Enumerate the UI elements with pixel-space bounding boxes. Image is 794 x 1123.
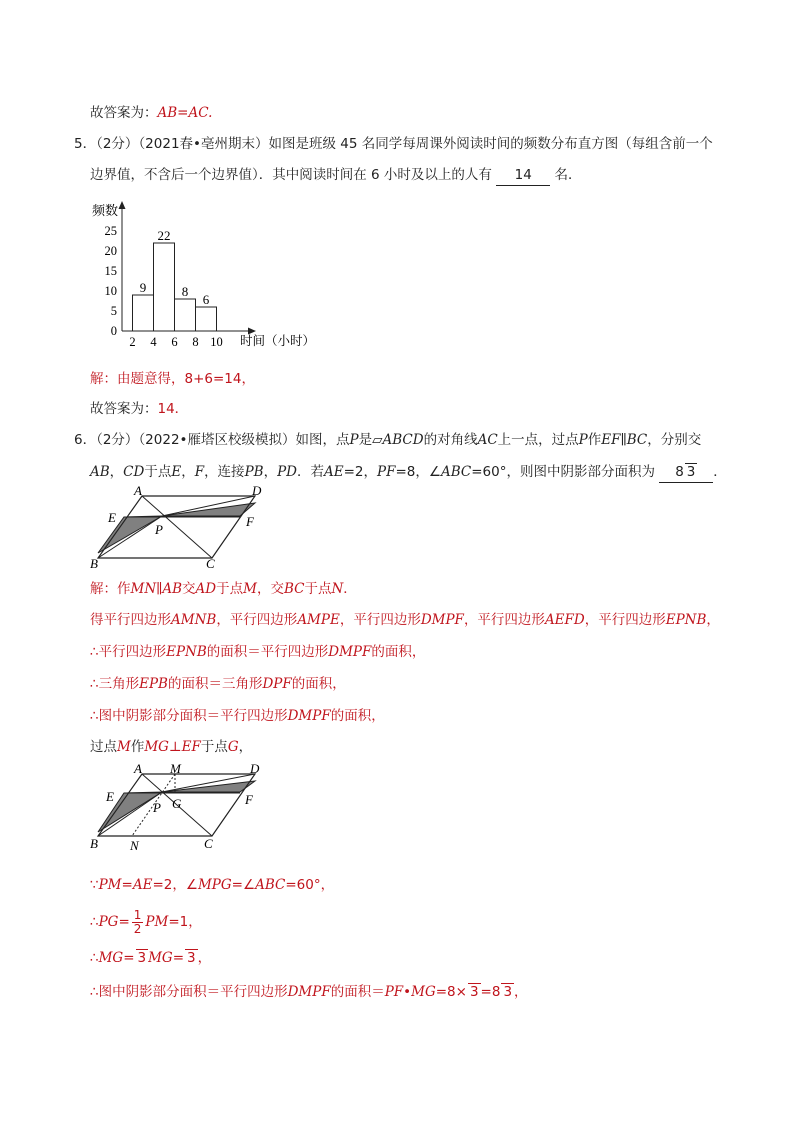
sol-text: ∴图中阴影部分面积＝平行四边形 [90, 708, 288, 724]
histogram-bar [175, 299, 196, 331]
x-axis-label: 时间（小时） [240, 334, 316, 348]
q4-answer-expr: AB=AC. [157, 105, 213, 121]
histogram-chart [90, 195, 330, 355]
label-f: F [246, 514, 254, 529]
sol-var: AE [132, 877, 153, 893]
y-tick-label: 15 [104, 264, 117, 278]
q5-solution-label: 解：由题意得， [90, 371, 185, 387]
sol-var: DMPF [287, 708, 331, 724]
sqrt-radicand: 3 [469, 984, 479, 1000]
sol-var: M [117, 739, 131, 755]
sol-var: AMPE [297, 612, 340, 628]
sol-var: DPF [262, 676, 292, 692]
q6-sol-line2 [90, 610, 720, 630]
sol-var: M [243, 581, 257, 597]
q5-answer-blank: 14 [496, 165, 550, 186]
q6-text: ． [713, 464, 727, 480]
q5-number: 5． [74, 136, 97, 152]
parallelogram-figure-1 [90, 486, 280, 572]
sol-var: MG [98, 950, 124, 966]
sol-var: ABC [255, 877, 286, 893]
q6-text: =60°，则图中阴影部分面积为 [471, 464, 655, 480]
sol-text: ，平行四边形 [463, 612, 545, 628]
y-tick-label: 20 [104, 244, 117, 258]
label-m: M [170, 762, 181, 776]
y-axis-arrow [119, 201, 126, 209]
q6-answer-blank [659, 462, 713, 483]
label-c: C [206, 556, 215, 571]
sol-text: 于点 [200, 739, 228, 755]
sol-text: ∴ [90, 950, 99, 966]
sol-text: 过点 [90, 739, 117, 755]
sol-text: ∴三角形 [90, 676, 140, 692]
sol-text: 的面积， [330, 708, 385, 724]
q6-var: ABCD [382, 432, 424, 448]
histogram-bar [154, 243, 175, 331]
y-tick-label: 25 [104, 224, 117, 238]
sol-text: =8 [480, 984, 501, 1000]
sol-var: DMPF [328, 644, 372, 660]
q6-score: （2分） [96, 432, 139, 448]
label-a: A [134, 762, 142, 776]
q4-answer-label: 故答案为： [90, 105, 158, 121]
sol-text: =∠ [231, 877, 256, 893]
label-b: B [90, 836, 98, 851]
q6-var: AE [324, 464, 344, 480]
sol-var: BC [283, 581, 305, 597]
sol-var: AD [195, 581, 217, 597]
label-d: D [250, 762, 260, 776]
histogram-bar [133, 295, 154, 331]
sol-text: =60°， [285, 877, 335, 893]
q5-source: （2021春•亳州期末） [138, 136, 269, 152]
q6-text: =8，∠ [395, 464, 441, 480]
sqrt-radicand: 3 [503, 984, 513, 1000]
sol-text: ，平行四边形 [584, 612, 666, 628]
label-b: B [90, 556, 98, 571]
q6-var: PB [244, 464, 264, 480]
sol-var: PM [145, 914, 169, 930]
sol-text: = [121, 877, 133, 893]
sol-var: DMPF [420, 612, 464, 628]
q6-var: PD [277, 464, 297, 480]
y-tick-label: 5 [110, 304, 117, 318]
sol-text: ∵ [90, 877, 99, 893]
q6-text: 上一点，过点 [497, 432, 579, 448]
x-tick-label: 4 [150, 335, 157, 349]
q6-var: F [194, 464, 205, 480]
sol-var: N [331, 581, 344, 597]
q6-text: ，分别交 [647, 432, 702, 448]
sol-var: PF [384, 984, 404, 1000]
sol-text: 的面积＝平行四边形 [206, 644, 329, 660]
sol-text: 于点 [304, 581, 332, 597]
q6-sol-line7 [90, 875, 334, 895]
sol-text: =8× [435, 984, 467, 1000]
sol-text: 的面积， [291, 676, 346, 692]
sol-text: ∴图中阴影部分面积＝平行四边形 [90, 984, 288, 1000]
sqrt-radicand: 3 [137, 950, 147, 966]
label-p: P [155, 522, 163, 537]
q5-score: （2分） [96, 136, 139, 152]
sol-text: 的面积＝三角形 [167, 676, 263, 692]
histogram-bar [196, 307, 217, 331]
bar-value-label: 22 [157, 228, 171, 243]
q5-solution-expr: 8+6=14， [184, 371, 255, 387]
label-p: P [153, 800, 161, 815]
sol-var: EPB [139, 676, 168, 692]
sol-text: = [118, 914, 130, 930]
sol-text: 的面积＝ [330, 984, 385, 1000]
x-tick-label: 6 [171, 335, 178, 349]
q6-text: ，连接 [204, 464, 245, 480]
sol-text: ． [343, 581, 357, 597]
q6-answer-coef: 8 [675, 464, 684, 480]
q6-answer-radicand: 3 [686, 464, 696, 480]
q6-text: 作 [587, 432, 602, 448]
q6-var: CD [123, 464, 145, 480]
sol-text: • [403, 984, 412, 1000]
sol-var: MG [148, 950, 173, 966]
label-d: D [252, 486, 262, 498]
sol-text: 的面积， [371, 644, 426, 660]
sol-text: 得平行四边形 [90, 612, 171, 628]
y-tick-label: 10 [104, 284, 117, 298]
q6-var: PF [377, 464, 396, 480]
q6-text: =2， [343, 464, 378, 480]
q6-sol-line10 [90, 982, 528, 1002]
sol-text: ， [238, 739, 253, 755]
sol-var: MN∥AB [130, 581, 183, 597]
x-tick-label: 2 [129, 335, 136, 349]
q6-text: 是▱ [358, 432, 383, 448]
sol-text: ，交 [256, 581, 284, 597]
label-f: F [245, 792, 253, 807]
sqrt-radicand: 3 [187, 950, 196, 966]
q6-var: E [171, 464, 182, 480]
q5-stem-1: 如图是班级 45 名同学每周课外阅读时间的频数分布直方图（每组含前一个 [268, 136, 713, 152]
sol-text: ， [706, 612, 720, 628]
q6-sol-line4 [90, 674, 346, 694]
q6-source: （2022•雁塔区校级模拟） [138, 432, 296, 448]
y-axis-label: 频数 [92, 203, 119, 218]
sol-var: G [227, 739, 239, 755]
q6-sol-line6 [90, 737, 252, 757]
sol-text: ，平行四边形 [339, 612, 421, 628]
sol-text: ， [514, 984, 528, 1000]
q6-stem-line2 [90, 462, 727, 483]
q6-text: ．若 [297, 464, 324, 480]
sol-text: ，平行四边形 [216, 612, 298, 628]
q6-sol-line9 [90, 948, 211, 968]
label-e: E [106, 789, 114, 804]
sol-var: EPNB [665, 612, 707, 628]
q6-var: P [578, 432, 588, 448]
q6-text: 的对角线 [423, 432, 478, 448]
sol-var: AMNB [171, 612, 217, 628]
q6-sol-line1 [90, 579, 357, 599]
q6-var: AB [90, 464, 110, 480]
sol-var: PM [98, 877, 122, 893]
q5-stem-2b: 名． [554, 167, 582, 183]
x-tick-label: 10 [210, 335, 223, 349]
sol-text: =1， [168, 914, 202, 930]
sol-var: EPNB [166, 644, 207, 660]
label-a: A [134, 486, 142, 498]
shaded-triangle-dpf [162, 503, 255, 516]
sol-var: MG⊥EF [144, 739, 201, 755]
y-tick-label: 0 [110, 324, 117, 338]
q6-text: 于点 [144, 464, 172, 480]
q5-final-line [90, 399, 188, 419]
label-n: N [130, 838, 139, 853]
sol-text: = [172, 950, 185, 966]
q6-text: ， [181, 464, 195, 480]
q5-final-label: 故答案为： [90, 401, 158, 417]
sol-text: ， [197, 950, 212, 966]
sol-var: AEFD [544, 612, 585, 628]
q5-stem-line1 [74, 134, 713, 154]
q4-answer-line [90, 103, 212, 123]
q6-var: AC [477, 432, 498, 448]
label-e: E [108, 510, 116, 525]
label-c: C [204, 836, 213, 851]
sol-text: 交 [182, 581, 196, 597]
bar-value-label: 6 [202, 292, 210, 307]
q6-text: ， [263, 464, 278, 480]
label-g: G [172, 796, 182, 811]
q6-number: 6． [74, 432, 97, 448]
q6-text: ， [109, 464, 124, 480]
x-tick-label: 8 [192, 335, 199, 349]
sol-var: DMPF [287, 984, 331, 1000]
q6-sol-line8 [90, 908, 202, 936]
q6-sol-line3 [90, 642, 425, 662]
sol-text: =2，∠ [152, 877, 198, 893]
sol-text: 作 [130, 739, 145, 755]
sol-text: ∴ [90, 914, 99, 930]
q6-sol-line5 [90, 706, 385, 726]
q6-text: 如图，点 [295, 432, 350, 448]
bar-value-label: 9 [139, 280, 147, 295]
sol-var: PG [98, 914, 119, 930]
sol-text: 解：作 [90, 581, 131, 597]
q5-final-expr: 14． [157, 401, 189, 417]
q6-var: P [349, 432, 359, 448]
q5-stem-line2 [90, 165, 582, 186]
parallelogram-figure-2 [90, 762, 280, 854]
q6-var: EF∥BC [601, 432, 648, 448]
sol-text: 于点 [216, 581, 244, 597]
q6-stem-line1 [74, 430, 701, 450]
sol-text: = [123, 950, 135, 966]
bar-value-label: 8 [181, 284, 189, 299]
sol-var: MPG [197, 877, 232, 893]
q6-var: ABC [440, 464, 472, 480]
fraction-denominator: 2 [133, 921, 142, 936]
fraction-numerator: 1 [133, 907, 142, 922]
diagonal-ac [142, 496, 212, 558]
q5-stem-2a: 边界值，不含后一个边界值）．其中阅读时间在 6 小时及以上的人有 [90, 167, 492, 183]
sol-var: MG [411, 984, 436, 1000]
q5-solution-line [90, 369, 255, 389]
fraction-one-half [132, 909, 144, 936]
sol-text: ∴平行四边形 [90, 644, 167, 660]
